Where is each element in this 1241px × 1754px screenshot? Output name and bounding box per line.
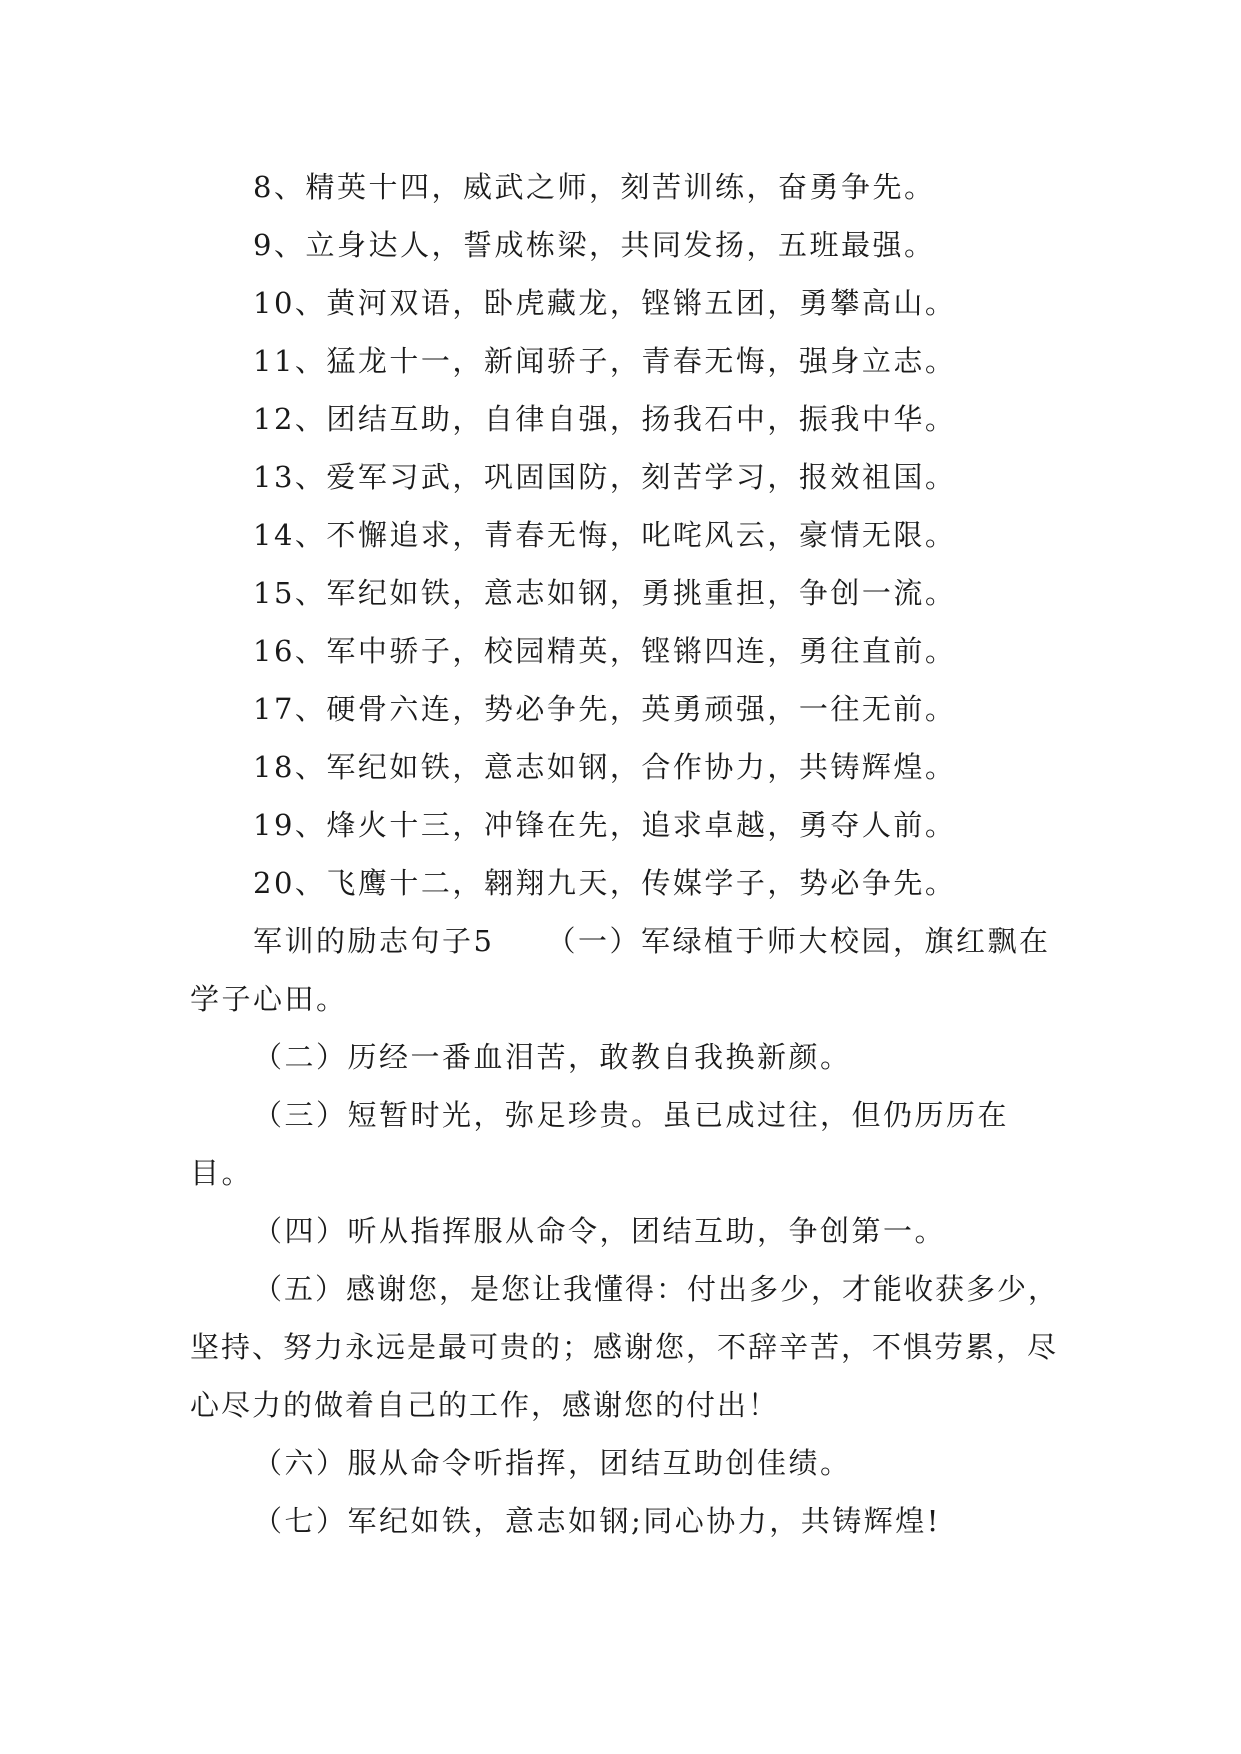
- numbered-line: 9、立身达人，誓成栋梁，共同发扬，五班最强。: [253, 228, 936, 262]
- list-item: （二）历经一番血泪苦，敢教自我换新颜。: [253, 1040, 852, 1074]
- list-item: （六）服从命令听指挥，团结互助创佳绩。: [253, 1446, 852, 1480]
- numbered-line: 17、硬骨六连，势必争先，英勇顽强，一往无前。: [253, 692, 957, 726]
- document-body: [190, 158, 1060, 1550]
- numbered-line: 15、军纪如铁，意志如钢，勇挑重担，争创一流。: [253, 576, 957, 610]
- numbered-line: 16、军中骄子，校园精英，铿锵四连，勇往直前。: [253, 634, 957, 668]
- numbered-line: 14、不懈追求，青春无悔，叱咤风云，豪情无限。: [253, 518, 957, 552]
- numbered-line: 20、飞鹰十二，翱翔九天，传媒学子，势必争先。: [253, 866, 957, 900]
- numbered-line: 8、精英十四，威武之师，刻苦训练，奋勇争先。: [253, 170, 936, 204]
- section-first-item: （一）军绿植于师大校园，旗红飘在学子心田。: [190, 924, 1051, 1016]
- list-item: （五）感谢您，是您让我懂得：付出多少，才能收获多少，坚持、努力永远是最可贵的；感谢您，不辞辛苦，不惧劳累，尽心尽力的做着自己的工作，感谢您的付出！: [190, 1272, 1060, 1422]
- section-heading: 军训的励志句子5: [253, 924, 495, 958]
- list-item: （四）听从指挥服从命令，团结互助，争创第一。: [253, 1214, 947, 1248]
- section-paragraph: [190, 912, 1060, 1028]
- numbered-line: 13、爱军习武，巩固国防，刻苦学习，报效祖国。: [253, 460, 957, 494]
- list-item: （三）短暂时光，弥足珍贵。虽已成过往，但仍历历在目。: [190, 1098, 1010, 1190]
- numbered-line: 11、猛龙十一，新闻骄子，青春无悔，强身立志。: [253, 344, 957, 378]
- numbered-line: 10、黄河双语，卧虎藏龙，铿锵五团，勇攀高山。: [253, 286, 957, 320]
- list-item: （七）军纪如铁，意志如钢;同心协力，共铸辉煌!: [253, 1504, 941, 1538]
- numbered-line: 18、军纪如铁，意志如钢，合作协力，共铸辉煌。: [253, 750, 957, 784]
- numbered-line: 19、烽火十三，冲锋在先，追求卓越，勇夺人前。: [253, 808, 957, 842]
- numbered-line: 12、团结互助，自律自强，扬我石中，振我中华。: [253, 402, 957, 436]
